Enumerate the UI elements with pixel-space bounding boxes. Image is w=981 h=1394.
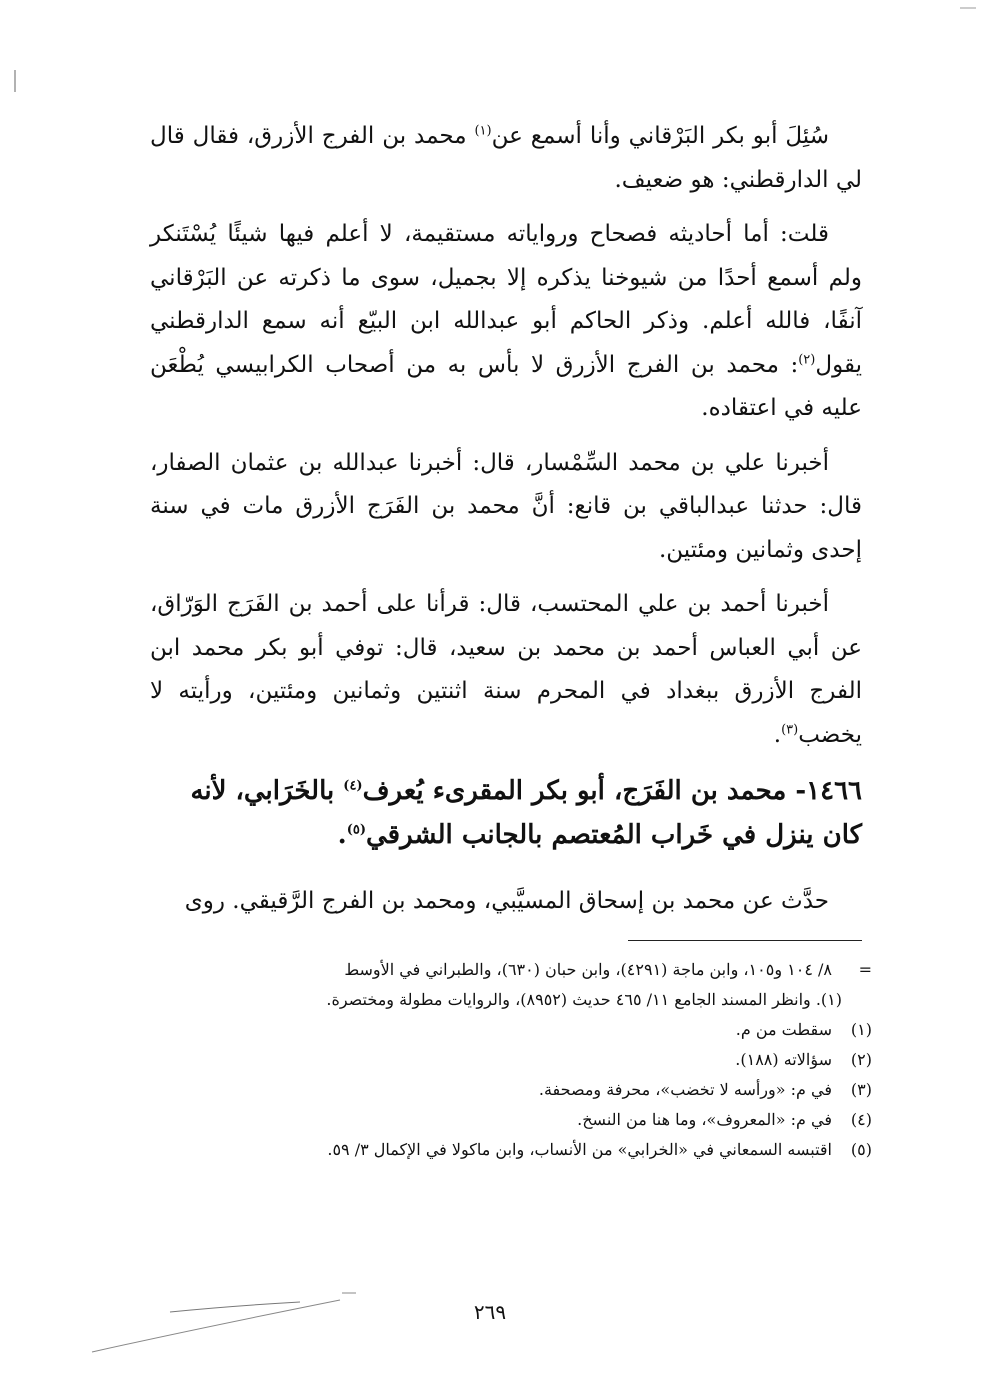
paragraph-1 (150, 115, 862, 202)
footnote-text: في م: «ورأسه لا تخضب»، محرفة ومصحفة. (538, 1080, 832, 1099)
paragraph-text: أخبرنا أحمد بن علي المحتسب، قال: قرأنا على أحمد بن الفَرَج الوَرّاق، عن أبي العباس أحمد بن محمد بن سعيد، قال: توفي أبو بكر محمد ابن الفرج الأزرق ببغداد في المحرم سنة اثنتين وثمانين ومئتين، ورأيته لا يخضب (150, 591, 862, 748)
footnote-1 (150, 1015, 872, 1045)
footnote-text: سقطت من م. (735, 1020, 832, 1039)
footnote-number: (٥) (850, 1140, 872, 1159)
footnote-ref: (٥) (346, 822, 366, 838)
main-text (150, 115, 862, 757)
footnote-carryover (150, 955, 872, 985)
continuation-line: حدَّث عن محمد بن إسحاق المسيَّبي، ومحمد بن الفرج الرَّقيقي. روى (184, 888, 829, 914)
paragraph-4 (150, 583, 862, 757)
footnote-ref: (٤) (343, 778, 363, 794)
footnote-text: اقتبسه السمعاني في «الخرابي» من الأنساب، وابن ماكولا في الإكمال ٣/ ٥٩. (327, 1140, 832, 1159)
paragraph-2 (150, 213, 862, 431)
entry-title-middle: بالخَرَابي، لأنه كان ينزل في خَراب المُعتصم بالجانب الشرقي (190, 776, 862, 850)
paragraph-text: أخبرنا علي بن محمد السِّمْسار، قال: أخبرنا عبدالله بن عثمان الصفار، قال: حدثنا عبدالباقي بن قانع: أنَّ محمد بن الفَرَج الأزرق مات في سنة إحدى وثمانين ومئتين. (150, 449, 862, 563)
page-number: ٢٦٩ (473, 1300, 507, 1324)
footnote-5 (150, 1135, 872, 1165)
paragraph-text-after: : محمد بن الفرج الأزرق لا بأس به من أصحاب الكرابيسي يُطْعَن عليه في اعتقاده. (150, 351, 862, 421)
footnotes (150, 955, 872, 1165)
footnote-number: (٣) (850, 1080, 872, 1099)
entry-heading (150, 769, 862, 857)
footnote-separator (628, 940, 862, 941)
footnote-ref: (٣) (781, 721, 799, 737)
footnote-2 (150, 1045, 872, 1075)
footnote-number: (٢) (850, 1050, 872, 1069)
paragraph-text-after: . (773, 721, 782, 748)
entry-title-end: . (337, 820, 347, 850)
footnote-number: (٤) (850, 1110, 872, 1129)
paragraph-text-after: محمد بن الفرج الأزرق، فقال قال لي الدارقطني: هو ضعيف. (150, 123, 862, 193)
footnote-3 (150, 1075, 872, 1105)
footnote-text: سؤالاته (١٨٨). (735, 1050, 832, 1069)
entry-number: ١٤٦٦ (806, 776, 862, 806)
footnote-ref: (١) (474, 123, 492, 139)
footnote-number: (١) (850, 1020, 872, 1039)
footnote-carryover-cont: (١). وانظر المسند الجامع ١١/ ٤٦٥ حديث (٨٩٥٢)، والروايات مطولة ومختصرة. (326, 990, 842, 1009)
footnote-text: في م: «المعروف»، وما هنا من النسخ. (577, 1110, 832, 1129)
footnote-ref: (٢) (798, 351, 816, 367)
paragraph-text: سُئِلَ أبو بكر البَرْقاني وأنا أسمع عن (491, 123, 830, 149)
carryover-text: ٨/ ١٠٤ و١٠٥، وابن ماجة (٤٢٩١)، وابن حبان (٦٣٠)، والطبراني في الأوسط (344, 960, 832, 979)
paragraph-text: قلت: أما أحاديثه فصحاح ورواياته مستقيمة، لا أعلم فيها شيئًا يُسْتَنكر ولم أسمع أحدًا من شيوخنا يذكره إلا بجميل، سوى ما ذكرته عن البَرْقاني آنفًا، فالله أعلم. وذكر الحاكم أبو عبدالله ابن البيّع أنه سمع الدارقطني يقول (150, 221, 862, 378)
paragraph-3 (150, 442, 862, 573)
footnote-4 (150, 1105, 872, 1135)
entry-title: - محمد بن الفَرَج، أبو بكر المقرىء يُعرف (362, 776, 807, 806)
carryover-marker: = (858, 960, 872, 979)
